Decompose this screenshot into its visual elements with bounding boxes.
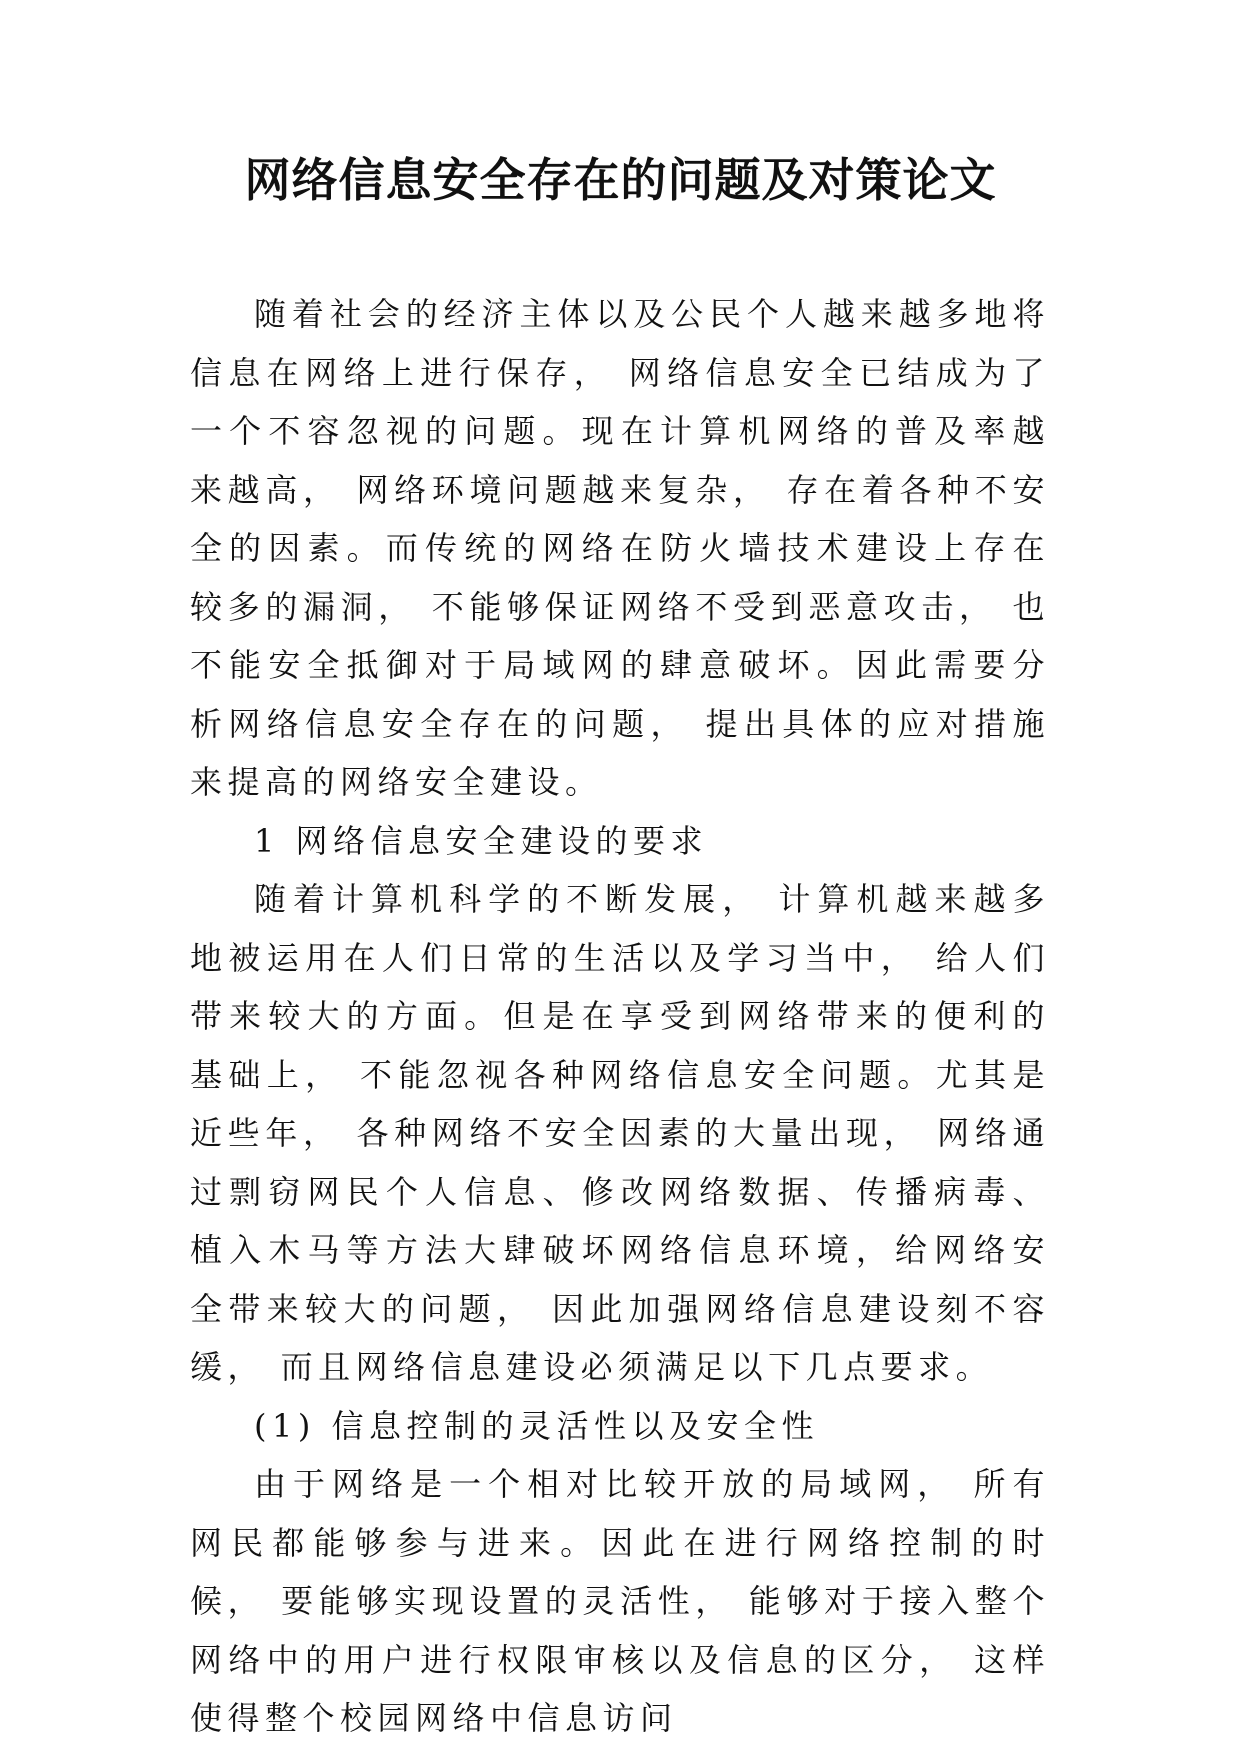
paragraph-requirements: 随着计算机科学的不断发展， 计算机越来越多地被运用在人们日常的生活以及学习当中， 给人们带来较大的方面。但是在享受到网络带来的便利的基础上， 不能忽视各种网络信息安全问题。尤其是近些年， 各种网络不安全因素的大量出现， 网络通过剽窃网民个人信息、修改网络数据、传播病毒、植入木马等方法大肆破坏网络信息环境，给网络安全带来较大的问题， 因此加强网络信息建设刻不容缓， 而且网络信息建设必须满足以下几点要求。 <box>190 880 1050 1386</box>
subsection-heading-1: (1) 信息控制的灵活性以及安全性 <box>254 1406 820 1445</box>
paragraph-intro: 随着社会的经济主体以及公民个人越来越多地将信息在网络上进行保存， 网络信息安全已结成为了一个不容忽视的问题。现在计算机网络的普及率越来越高， 网络环境问题越来复杂， 存在着各种不安全的因素。而传统的网络在防火墙技术建设上存在较多的漏洞， 不能够保证网络不受到恶意攻击， 也不能安全抵御对于局域网的肆意破坏。因此需要分析网络信息安全存在的问题， 提出具体的应对措施来提高的网络安全建设。 <box>190 295 1050 801</box>
paragraph-control: 由于网络是一个相对比较开放的局域网， 所有网民都能够参与进来。因此在进行网络控制的时候， 要能够实现设置的灵活性， 能够对于接入整个网络中的用户进行权限审核以及信息的区分， 这样使得整个校园网络中信息访问 <box>190 1465 1050 1737</box>
section-heading-1: 1 网络信息安全建设的要求 <box>254 821 709 860</box>
document-body <box>190 285 1050 1748</box>
document-title: 网络信息安全存在的问题及对策论文 <box>244 153 997 207</box>
